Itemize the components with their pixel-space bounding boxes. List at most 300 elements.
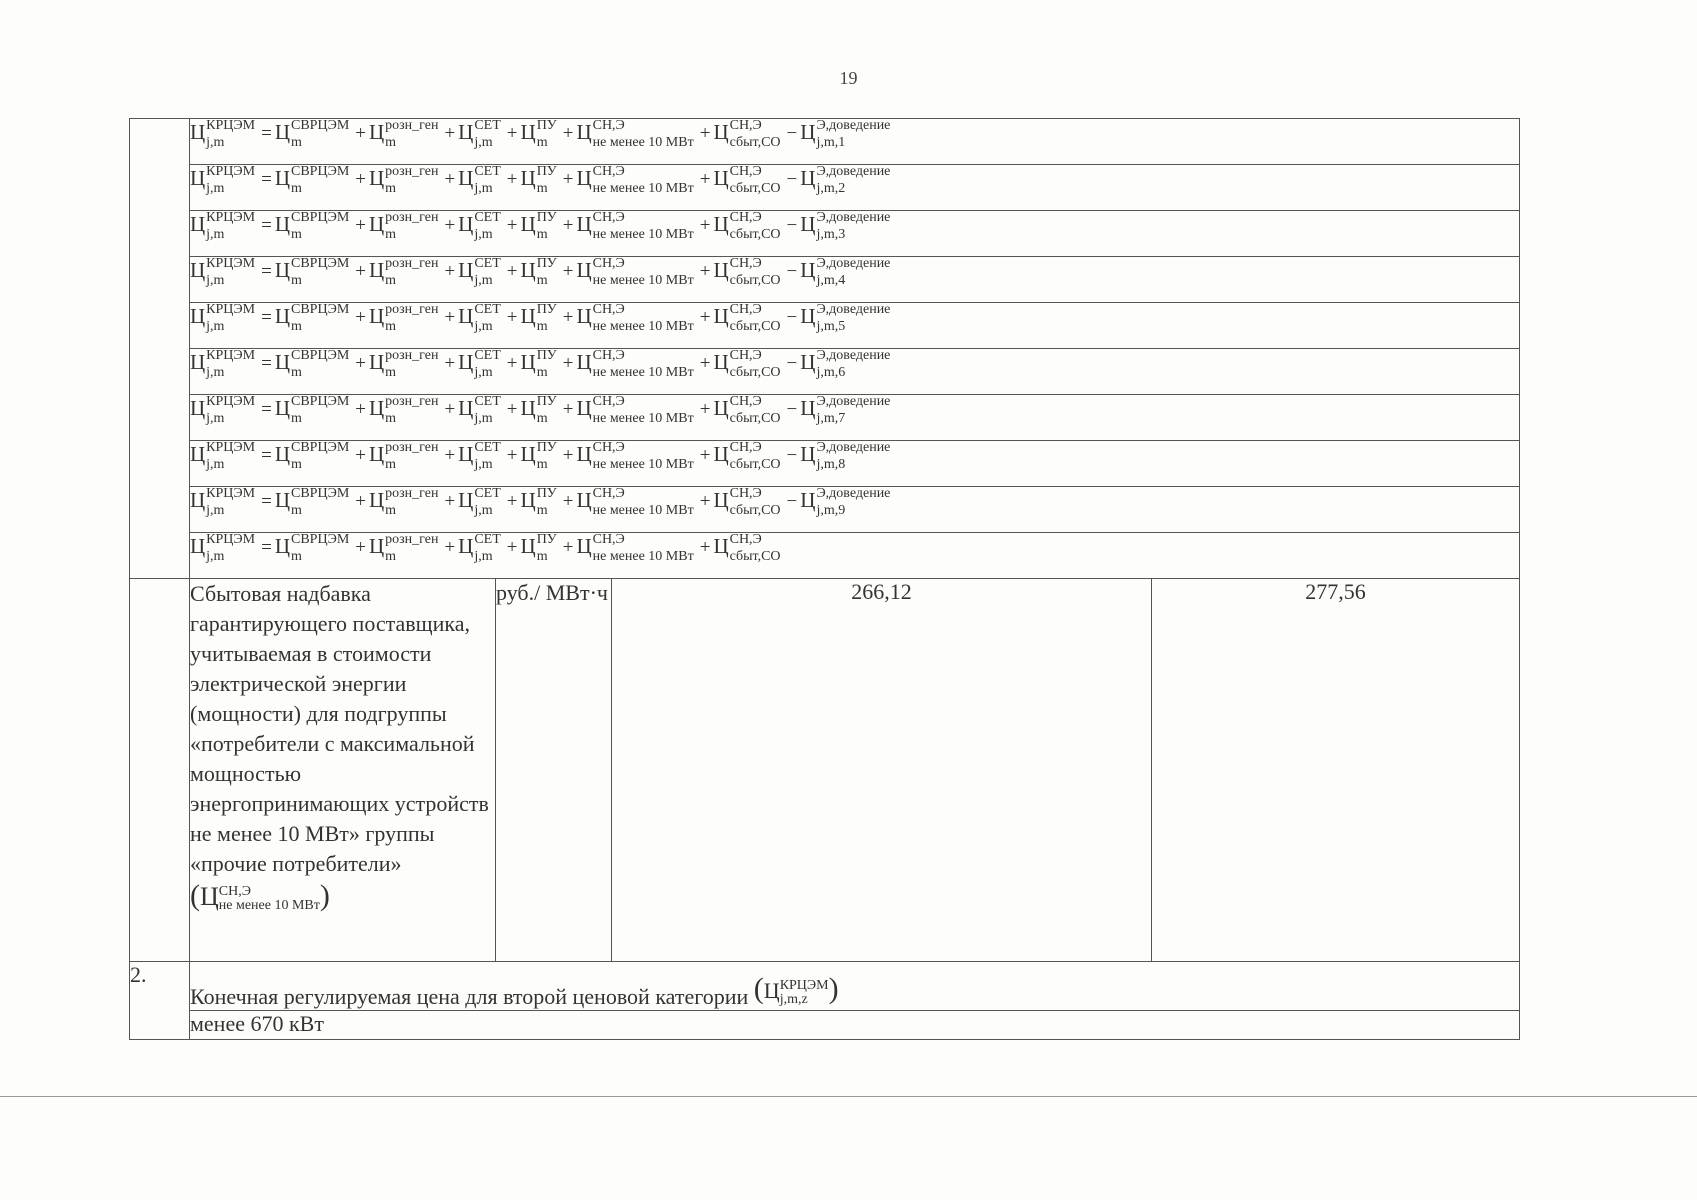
term-sup: СВРЦЭМ xyxy=(291,164,350,179)
term-sub: j,m xyxy=(474,503,493,518)
formula-cell xyxy=(190,441,1520,487)
operator: − xyxy=(786,352,798,374)
operator: + xyxy=(562,352,574,374)
term-sub: m xyxy=(291,549,302,564)
formula-row xyxy=(130,257,1520,303)
formula-cell xyxy=(190,303,1520,349)
operator: + xyxy=(444,214,456,236)
operator: + xyxy=(562,490,574,512)
price-symbol: Ц xyxy=(368,119,385,144)
section-2-title: Конечная регулируемая цена для второй ценовой категории xyxy=(190,984,749,1009)
term-sup: КРЦЭМ xyxy=(206,164,256,179)
term-sub: j,m xyxy=(206,365,225,380)
price-symbol: Ц xyxy=(458,349,474,374)
term-sub: не менее 10 МВт xyxy=(592,549,694,564)
operator: + xyxy=(562,122,574,144)
price-symbol: Ц xyxy=(520,165,536,190)
price-symbol: Ц xyxy=(800,395,816,420)
operator: + xyxy=(444,306,456,328)
operator: + xyxy=(562,260,574,282)
term-sub: j,m xyxy=(474,457,493,472)
operator: − xyxy=(786,122,798,144)
section-2-notation-sup: КРЦЭМ xyxy=(779,977,829,993)
term-sup: КРЦЭМ xyxy=(206,348,256,363)
term-sub: j,m xyxy=(474,365,493,380)
formula-row xyxy=(130,441,1520,487)
formula-row xyxy=(130,211,1520,257)
price-symbol: Ц xyxy=(576,257,592,282)
operator: + xyxy=(506,214,518,236)
operator: + xyxy=(444,398,456,420)
term-sup: СВРЦЭМ xyxy=(291,532,350,547)
term-sub: m xyxy=(536,503,548,518)
operator: + xyxy=(506,490,518,512)
term-sup: ПУ xyxy=(536,532,557,547)
term-sup: розн_ген xyxy=(385,164,439,179)
term-sup: СН,Э xyxy=(592,210,625,225)
term-sub: не менее 10 МВт xyxy=(592,503,694,518)
operator: = xyxy=(261,398,272,420)
term-sup: ПУ xyxy=(536,394,557,409)
operator: + xyxy=(506,168,518,190)
term-sub: не менее 10 МВт xyxy=(592,135,694,150)
operator: + xyxy=(562,398,574,420)
term-sup: СН,Э xyxy=(729,486,762,501)
operator: + xyxy=(699,122,711,144)
term-sup: СН,Э xyxy=(592,118,625,133)
operator: = xyxy=(261,352,272,374)
operator: + xyxy=(506,444,518,466)
operator: + xyxy=(444,352,456,374)
price-symbol: Ц xyxy=(458,487,474,512)
term-sup: СЕТ xyxy=(474,394,501,409)
term-sup: СН,Э xyxy=(729,440,762,455)
operator: − xyxy=(786,306,798,328)
price-symbol: Ц xyxy=(800,165,816,190)
operator: + xyxy=(355,306,366,328)
operator: − xyxy=(786,490,798,512)
price-symbol: Ц xyxy=(458,533,474,558)
price-symbol: Ц xyxy=(800,119,816,144)
term-sup: СВРЦЭМ xyxy=(291,348,350,363)
formula-cell xyxy=(190,257,1520,303)
price-symbol: Ц xyxy=(368,533,385,558)
markup-value-1: 266,12 xyxy=(612,579,1152,962)
operator: + xyxy=(699,352,711,374)
operator: + xyxy=(699,168,711,190)
term-sup: Э,доведение xyxy=(816,164,891,179)
term-sub: не менее 10 МВт xyxy=(592,319,694,334)
operator: + xyxy=(562,168,574,190)
operator: = xyxy=(261,306,272,328)
price-symbol: Ц xyxy=(274,257,290,282)
operator: − xyxy=(786,214,798,236)
price-symbol: Ц xyxy=(713,533,729,558)
term-sup: СВРЦЭМ xyxy=(291,118,350,133)
operator: + xyxy=(562,306,574,328)
term-sup: СЕТ xyxy=(474,348,501,363)
price-symbol: Ц xyxy=(274,303,290,328)
term-sub-index: 6 xyxy=(838,365,846,380)
price-symbol: Ц xyxy=(458,303,474,328)
formula-row xyxy=(130,349,1520,395)
operator: + xyxy=(355,352,366,374)
price-symbol: Ц xyxy=(458,165,474,190)
term-sub: j,m, xyxy=(816,227,839,242)
price-symbol: Ц xyxy=(713,441,729,466)
term-sub: j,m xyxy=(206,503,225,518)
term-sup: СН,Э xyxy=(729,118,762,133)
price-symbol: Ц xyxy=(274,533,290,558)
term-sub: j,m xyxy=(206,457,225,472)
operator: − xyxy=(786,444,798,466)
term-sub: j,m xyxy=(474,135,493,150)
price-symbol: Ц xyxy=(520,533,536,558)
term-sup: СВРЦЭМ xyxy=(291,302,350,317)
price-symbol: Ц xyxy=(713,487,729,512)
price-symbol: Ц xyxy=(274,487,290,512)
term-sup: СН,Э xyxy=(729,256,762,271)
term-sup: СН,Э xyxy=(729,210,762,225)
term-sup: СН,Э xyxy=(592,348,625,363)
formula-row xyxy=(130,119,1520,165)
price-symbol: Ц xyxy=(520,257,536,282)
term-sup: СН,Э xyxy=(592,532,625,547)
term-sub: j,m xyxy=(206,227,225,242)
term-sub: m xyxy=(291,365,302,380)
term-sub: m xyxy=(536,135,548,150)
price-symbol: Ц xyxy=(576,487,592,512)
operator: + xyxy=(444,260,456,282)
term-sub: j,m xyxy=(206,181,225,196)
price-symbol: Ц xyxy=(458,257,474,282)
operator: + xyxy=(355,444,366,466)
markup-description-cell xyxy=(190,579,496,962)
formula-row xyxy=(130,165,1520,211)
price-symbol: Ц xyxy=(520,119,536,144)
row-number-cell xyxy=(130,119,190,579)
price-symbol: Ц xyxy=(190,211,206,236)
term-sub: m xyxy=(385,457,397,472)
formula-rows xyxy=(130,119,1520,579)
operator: = xyxy=(261,536,272,558)
term-sub: m xyxy=(536,273,548,288)
price-symbol: Ц xyxy=(368,303,385,328)
term-sub: j,m, xyxy=(816,181,839,196)
price-symbol: Ц xyxy=(274,395,290,420)
price-symbol: Ц xyxy=(520,303,536,328)
term-sub: m xyxy=(536,365,548,380)
term-sub: сбыт,СО xyxy=(729,135,781,150)
price-symbol: Ц xyxy=(800,211,816,236)
term-sup: СВРЦЭМ xyxy=(291,210,350,225)
operator: + xyxy=(699,260,711,282)
term-sup: ПУ xyxy=(536,348,557,363)
term-sup: розн_ген xyxy=(385,440,439,455)
term-sup: Э,доведение xyxy=(816,302,891,317)
term-sup: Э,доведение xyxy=(816,486,891,501)
price-symbol: Ц xyxy=(190,441,206,466)
operator: − xyxy=(786,260,798,282)
operator: + xyxy=(355,122,366,144)
term-sup: ПУ xyxy=(536,302,557,317)
term-sub: m xyxy=(385,503,397,518)
price-symbol: Ц xyxy=(368,395,385,420)
price-symbol: Ц xyxy=(190,395,206,420)
operator: = xyxy=(261,168,272,190)
price-symbol: Ц xyxy=(274,119,290,144)
term-sup: розн_ген xyxy=(385,394,439,409)
term-sub: j,m, xyxy=(816,457,839,472)
price-symbol: Ц xyxy=(576,165,592,190)
formula-cell xyxy=(190,533,1520,579)
term-sub: j,m xyxy=(206,319,225,334)
price-symbol: Ц xyxy=(800,257,816,282)
price-symbol: Ц xyxy=(520,487,536,512)
term-sub-index: 8 xyxy=(838,457,846,472)
price-symbol: Ц xyxy=(800,303,816,328)
price-symbol: Ц xyxy=(458,119,474,144)
price-symbol: Ц xyxy=(576,303,592,328)
term-sub: m xyxy=(385,319,397,334)
term-sub: j,m, xyxy=(816,503,839,518)
term-sub: j,m, xyxy=(816,411,839,426)
operator: + xyxy=(444,444,456,466)
term-sup: ПУ xyxy=(536,118,557,133)
operator: + xyxy=(699,214,711,236)
term-sub-index: 4 xyxy=(838,273,846,288)
formula-row xyxy=(130,487,1520,533)
operator: + xyxy=(699,444,711,466)
term-sub: j,m, xyxy=(816,365,839,380)
term-sub: m xyxy=(385,549,397,564)
row-number-cell xyxy=(130,579,190,962)
price-symbol: Ц xyxy=(190,257,206,282)
term-sub: m xyxy=(536,411,548,426)
price-symbol: Ц xyxy=(576,211,592,236)
price-symbol: Ц xyxy=(713,211,729,236)
term-sub: сбыт,СО xyxy=(729,411,781,426)
formula-cell xyxy=(190,349,1520,395)
term-sub: m xyxy=(291,457,302,472)
operator: + xyxy=(699,306,711,328)
operator: + xyxy=(506,352,518,374)
term-sub: сбыт,СО xyxy=(729,549,781,564)
section-2-notation: (Ц КРЦЭМ j,m,z ) xyxy=(753,972,839,1007)
formula-cell xyxy=(190,119,1520,165)
operator: + xyxy=(355,536,366,558)
section-2-notation-sub: j,m,z xyxy=(779,991,808,1007)
term-sup: розн_ген xyxy=(385,118,439,133)
term-sup: ПУ xyxy=(536,164,557,179)
term-sub: m xyxy=(536,181,548,196)
term-sup: СВРЦЭМ xyxy=(291,440,350,455)
term-sub: j,m, xyxy=(816,135,839,150)
operator: − xyxy=(786,168,798,190)
term-sub: m xyxy=(536,457,548,472)
term-sub: j,m xyxy=(474,273,493,288)
operator: + xyxy=(699,398,711,420)
price-symbol: Ц xyxy=(368,441,385,466)
operator: + xyxy=(355,490,366,512)
formula-row xyxy=(130,395,1520,441)
operator: = xyxy=(261,260,272,282)
term-sup: КРЦЭМ xyxy=(206,210,256,225)
operator: = xyxy=(261,444,272,466)
markup-notation: (Ц СН,Э не менее 10 МВт ) xyxy=(190,879,330,914)
operator: + xyxy=(562,214,574,236)
term-sup: ПУ xyxy=(536,440,557,455)
term-sup: СН,Э xyxy=(729,348,762,363)
term-sup: СЕТ xyxy=(474,302,501,317)
term-sup: Э,доведение xyxy=(816,348,891,363)
operator: + xyxy=(444,536,456,558)
term-sup: КРЦЭМ xyxy=(206,394,256,409)
term-sub: сбыт,СО xyxy=(729,319,781,334)
section-2-row xyxy=(130,962,1520,1011)
term-sup: розн_ген xyxy=(385,486,439,501)
price-symbol: Ц xyxy=(368,349,385,374)
section-2-title-cell xyxy=(190,962,1520,1011)
term-sup: СН,Э xyxy=(729,302,762,317)
price-symbol: Ц xyxy=(520,211,536,236)
price-symbol: Ц xyxy=(368,487,385,512)
price-symbol: Ц xyxy=(576,441,592,466)
price-symbol: Ц xyxy=(368,257,385,282)
term-sup: Э,доведение xyxy=(816,256,891,271)
term-sub: сбыт,СО xyxy=(729,227,781,242)
term-sub: j,m xyxy=(206,135,225,150)
price-symbol: Ц xyxy=(368,211,385,236)
notation-sup: СН,Э xyxy=(218,884,251,900)
term-sub: m xyxy=(385,365,397,380)
term-sub: сбыт,СО xyxy=(729,365,781,380)
term-sup: СВРЦЭМ xyxy=(291,394,350,409)
price-symbol: Ц xyxy=(458,211,474,236)
price-symbol: Ц xyxy=(576,533,592,558)
term-sub: j,m xyxy=(474,549,493,564)
term-sub: m xyxy=(536,319,548,334)
term-sup: СЕТ xyxy=(474,210,501,225)
section-2-sub-row xyxy=(130,1011,1520,1040)
operator: + xyxy=(355,398,366,420)
price-symbol: Ц xyxy=(713,257,729,282)
price-symbol: Ц xyxy=(800,441,816,466)
term-sub: не менее 10 МВт xyxy=(592,365,694,380)
term-sub: m xyxy=(385,227,397,242)
term-sup: Э,доведение xyxy=(816,210,891,225)
tariff-table xyxy=(129,118,1520,1040)
operator: + xyxy=(506,306,518,328)
term-sub: j,m xyxy=(474,319,493,334)
price-symbol: Ц xyxy=(800,349,816,374)
term-sub: m xyxy=(291,135,302,150)
term-sub: m xyxy=(291,411,302,426)
price-symbol: Ц xyxy=(190,303,206,328)
operator: + xyxy=(355,214,366,236)
term-sup: СН,Э xyxy=(729,532,762,547)
operator: + xyxy=(444,168,456,190)
term-sup: розн_ген xyxy=(385,256,439,271)
term-sub-index: 7 xyxy=(838,411,846,426)
term-sup: СЕТ xyxy=(474,118,501,133)
price-symbol: Ц xyxy=(800,487,816,512)
markup-row xyxy=(130,579,1520,962)
operator: − xyxy=(786,398,798,420)
operator: = xyxy=(261,122,272,144)
operator: + xyxy=(506,122,518,144)
operator: = xyxy=(261,214,272,236)
term-sup: розн_ген xyxy=(385,532,439,547)
term-sup: Э,доведение xyxy=(816,440,891,455)
term-sub: не менее 10 МВт xyxy=(592,181,694,196)
term-sub: сбыт,СО xyxy=(729,273,781,288)
formula-cell xyxy=(190,487,1520,533)
notation-sub: не менее 10 МВт xyxy=(218,898,320,914)
term-sub: m xyxy=(291,181,302,196)
price-symbol: Ц xyxy=(190,533,206,558)
term-sup: СН,Э xyxy=(729,164,762,179)
term-sup: СН,Э xyxy=(592,302,625,317)
term-sub: j,m xyxy=(474,227,493,242)
term-sub: m xyxy=(291,503,302,518)
term-sup: розн_ген xyxy=(385,302,439,317)
term-sup: розн_ген xyxy=(385,348,439,363)
section-2-number: 2. xyxy=(130,962,190,1040)
operator: + xyxy=(355,260,366,282)
price-symbol: Ц xyxy=(713,395,729,420)
markup-description: Сбытовая надбавка гарантирующего поставщика, учитываемая в стоимости электрической энергии (мощности) для подгруппы «потребители с максимальной мощностью энергопринимающих устройств не менее 10 МВт» группы «прочие потребители» xyxy=(190,581,489,876)
term-sub: m xyxy=(536,227,548,242)
term-sup: ПУ xyxy=(536,256,557,271)
term-sub: j,m xyxy=(474,181,493,196)
term-sub: m xyxy=(291,227,302,242)
operator: + xyxy=(506,260,518,282)
term-sup: СЕТ xyxy=(474,256,501,271)
price-symbol: Ц xyxy=(713,349,729,374)
price-symbol: Ц xyxy=(190,119,206,144)
price-symbol: Ц xyxy=(576,395,592,420)
formula-cell xyxy=(190,165,1520,211)
formula-row xyxy=(130,533,1520,579)
term-sub: не менее 10 МВт xyxy=(592,457,694,472)
price-symbol: Ц xyxy=(458,441,474,466)
price-symbol: Ц xyxy=(274,211,290,236)
price-symbol: Ц xyxy=(520,441,536,466)
footer-divider xyxy=(0,1096,1697,1097)
term-sub: m xyxy=(536,549,548,564)
term-sub: m xyxy=(385,273,397,288)
term-sup: КРЦЭМ xyxy=(206,118,256,133)
term-sup: СН,Э xyxy=(592,164,625,179)
term-sub: j,m xyxy=(206,549,225,564)
operator: + xyxy=(506,536,518,558)
term-sub-index: 2 xyxy=(838,181,846,196)
term-sup: КРЦЭМ xyxy=(206,302,256,317)
term-sub: j,m xyxy=(206,411,225,426)
price-symbol: Ц xyxy=(368,165,385,190)
term-sub: j,m, xyxy=(816,319,839,334)
operator: + xyxy=(699,490,711,512)
term-sub: не менее 10 МВт xyxy=(592,411,694,426)
page-number: 19 xyxy=(839,68,858,88)
term-sup: СН,Э xyxy=(729,394,762,409)
term-sub: m xyxy=(385,411,397,426)
term-sub: сбыт,СО xyxy=(729,457,781,472)
term-sup: розн_ген xyxy=(385,210,439,225)
price-symbol: Ц xyxy=(576,119,592,144)
term-sub: сбыт,СО xyxy=(729,503,781,518)
